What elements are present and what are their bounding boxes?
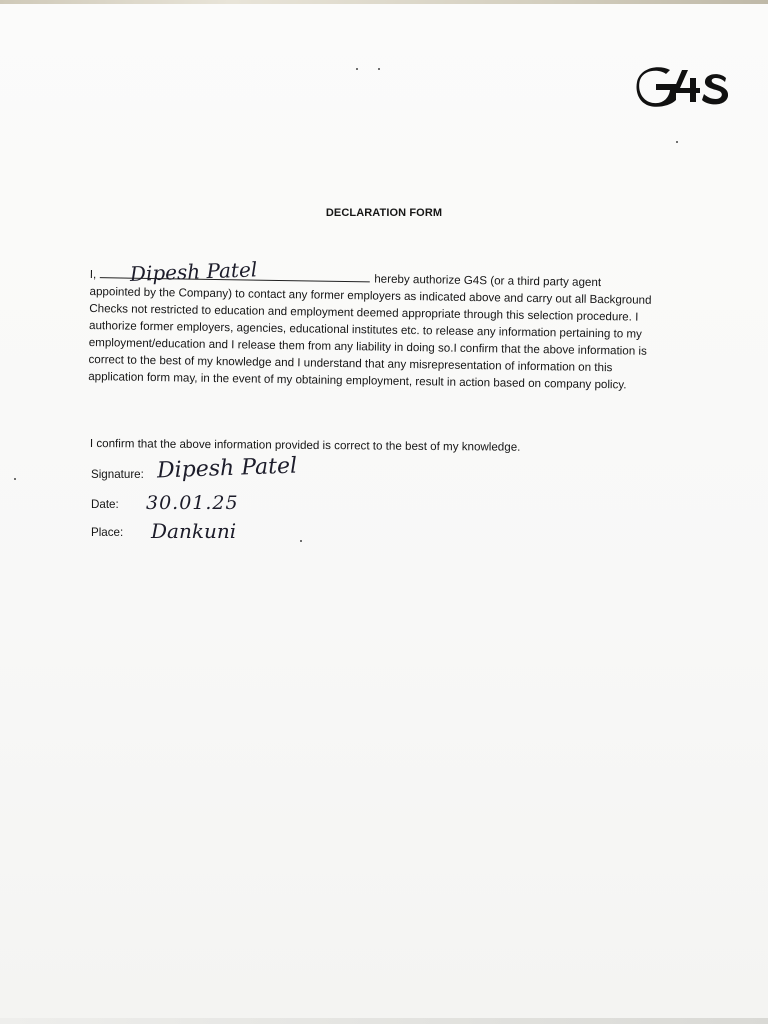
intro-prefix: I,: [89, 267, 97, 282]
page-top-edge: [0, 0, 768, 4]
date-field: [91, 492, 239, 514]
page-bottom-edge: [0, 1018, 768, 1024]
declaration-paragraph: [88, 257, 662, 394]
logo-g-letter: [637, 67, 676, 106]
logo-4-digit: [674, 70, 700, 102]
place-label: Place:: [91, 526, 124, 539]
signature-label: Signature:: [91, 468, 144, 481]
logo-s-letter: [702, 74, 728, 104]
first-line-suffix: hereby authorize G4S (or a third party agent: [374, 272, 602, 290]
signature-field: [91, 453, 298, 484]
handwritten-name: Dipesh Patel: [129, 257, 259, 286]
paper-speck: [378, 68, 380, 70]
declaration-body: appointed by the Company) to contact any former employers as indicated above and carry out all Background Checks not restricted to education and employment deemed appropriate through this selection procedure. I authorize former employers, agencies, educational institutes etc. to release any information pertaining to my employment/education and I release them from any liability in doing so.I confirm that the above information is correct to the best of my knowledge and I understand that any misrepresentation of information on this application form may, in the event of my obtaining employment, result in action based on company policy.: [88, 284, 652, 392]
handwritten-date: 30.01.25: [146, 492, 239, 514]
paper-speck: [676, 141, 678, 143]
g4s-logo: [636, 66, 730, 108]
confirmation-statement: I confirm that the above information provided is correct to the best of my knowledge.: [89, 437, 521, 454]
paper-speck: [14, 478, 16, 480]
date-label: Date:: [91, 498, 119, 511]
paper-speck: [300, 540, 302, 542]
handwritten-place: Dankuni: [151, 519, 237, 543]
paper-speck: [356, 68, 358, 70]
name-blank-line: [100, 257, 370, 286]
place-field: [91, 519, 237, 543]
form-title: DECLARATION FORM: [325, 207, 443, 219]
handwritten-signature: Dipesh Patel: [156, 453, 298, 484]
